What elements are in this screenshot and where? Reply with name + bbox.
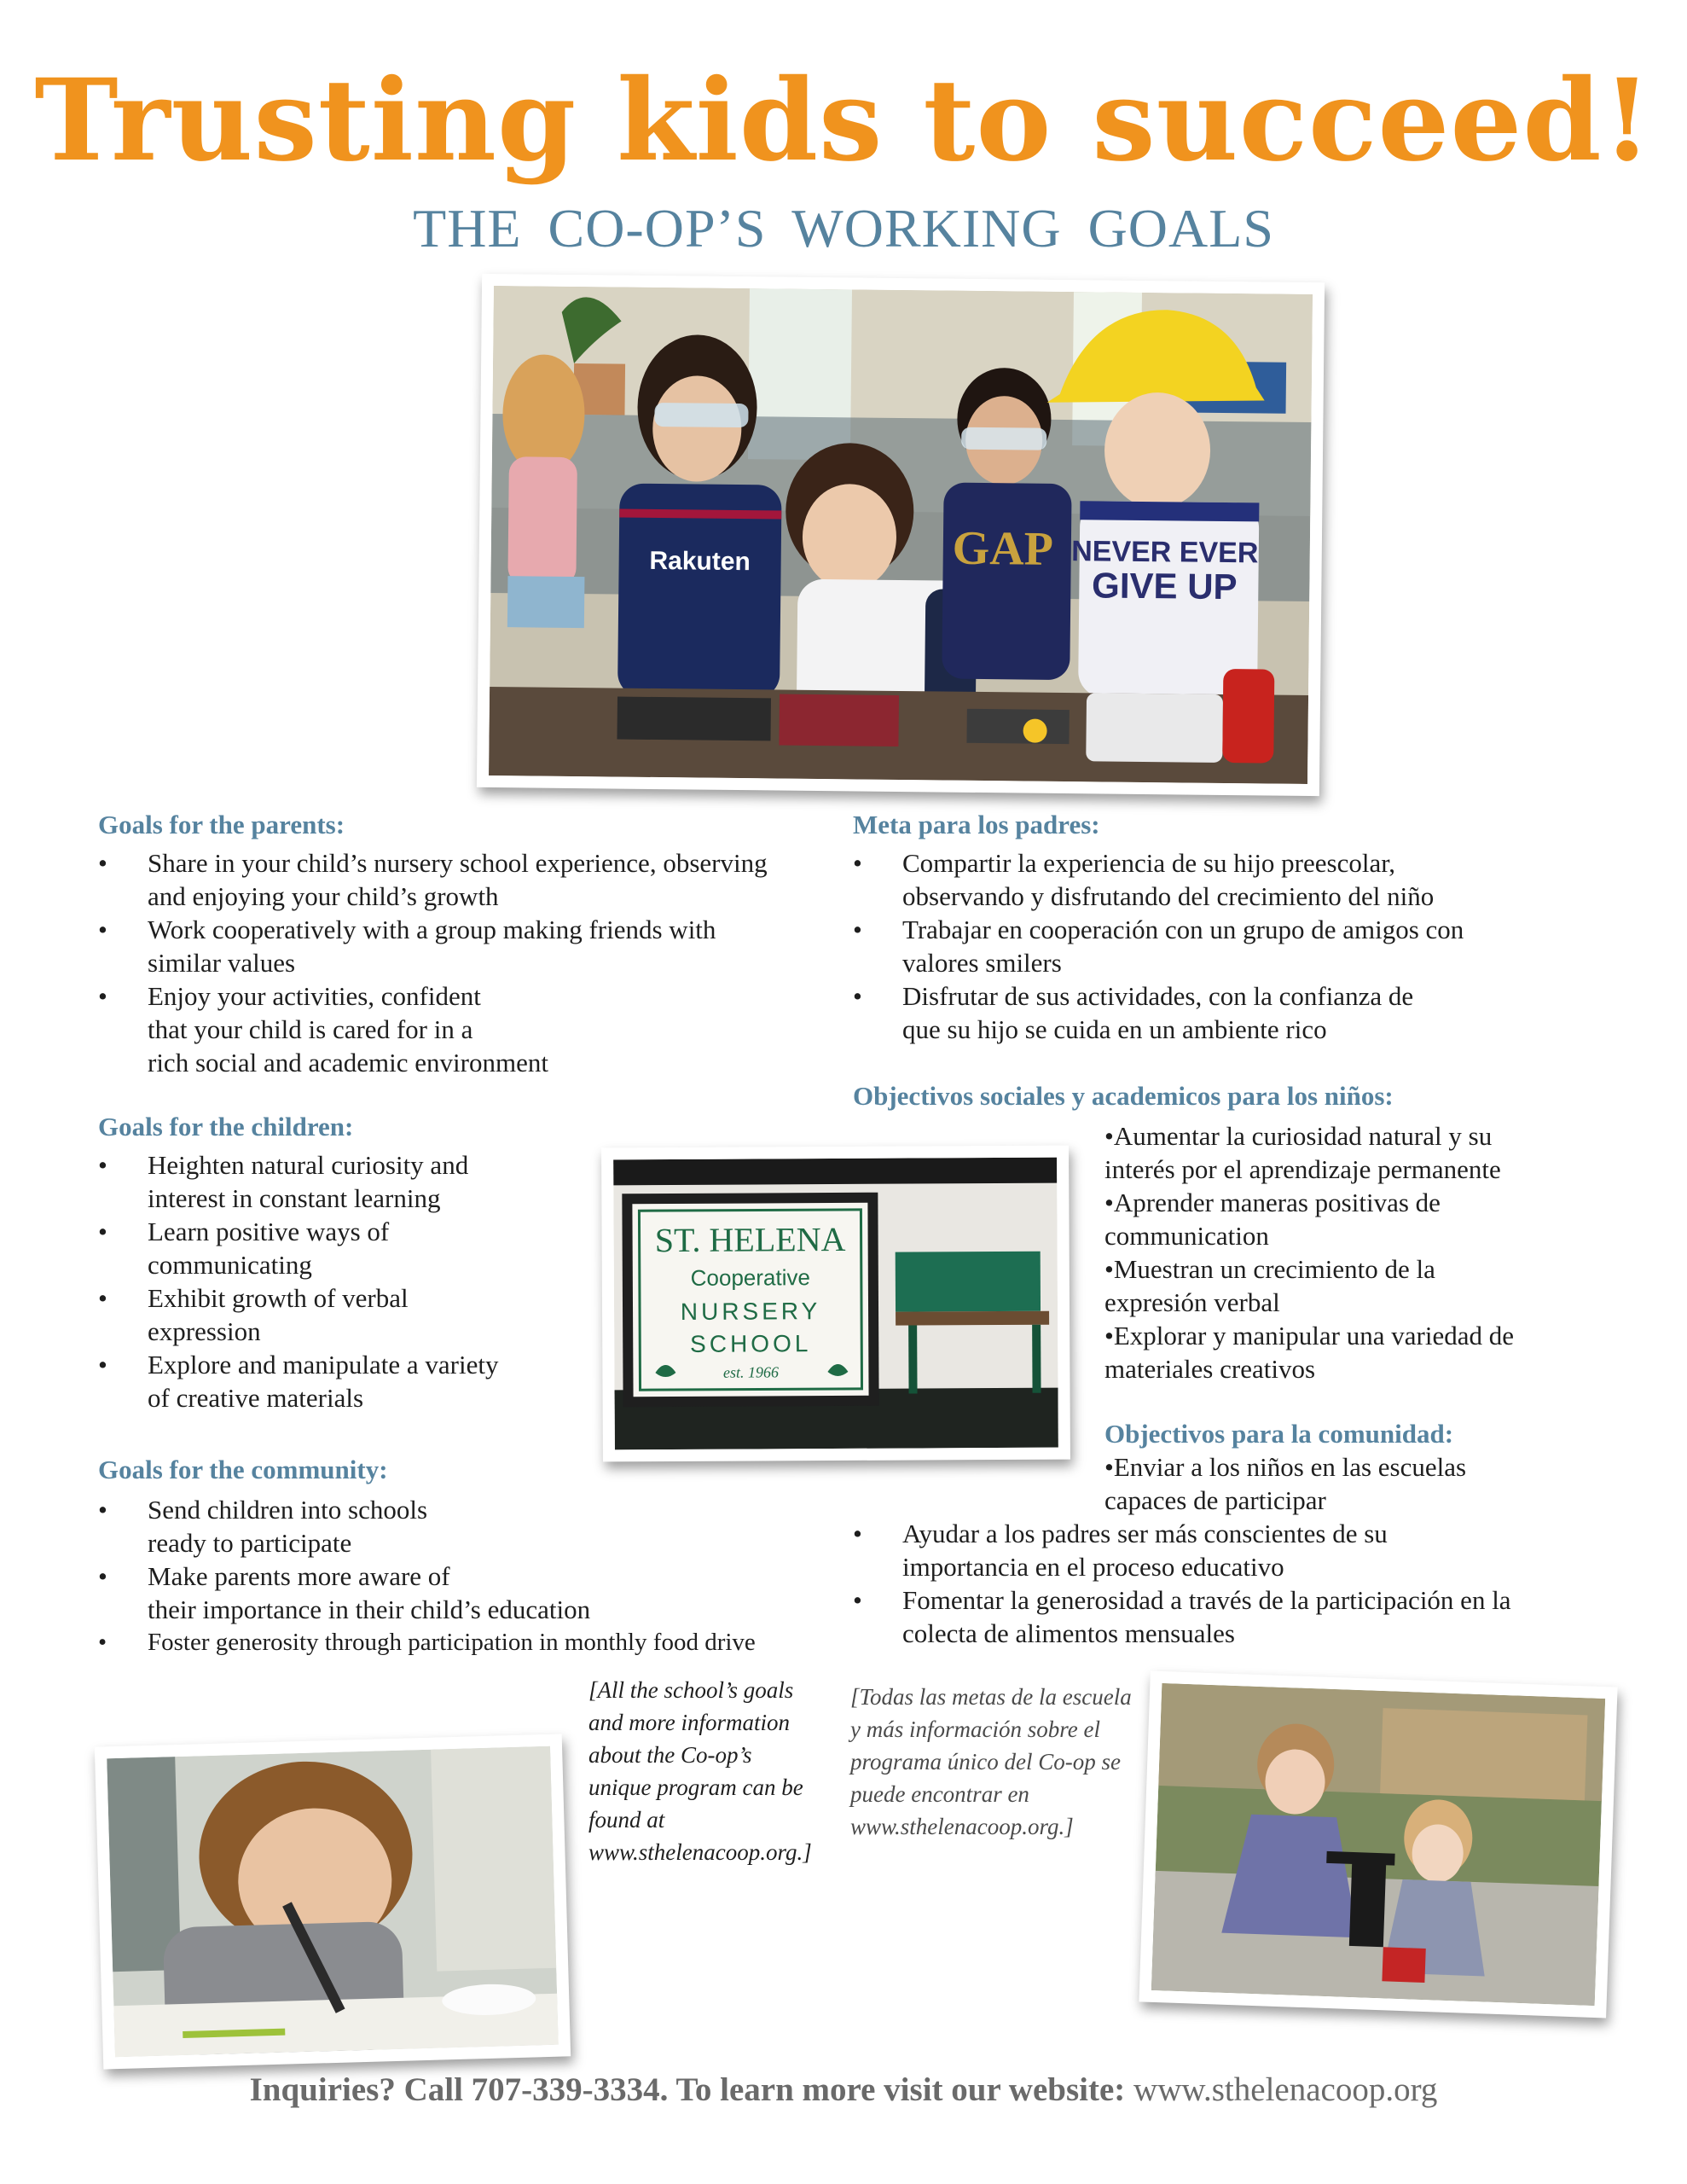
list-item: • Heighten natural curiosity and interest in constant learning xyxy=(98,1150,469,1213)
list-item: •Muestran un crecimiento de la expresión verbal xyxy=(1104,1254,1435,1317)
heading-goals-parents: Goals for the parents: xyxy=(98,810,345,839)
list-item: • Share in your child’s nursery school experience, observing and enjoying your child’s growth xyxy=(98,848,768,911)
list-item: •Aumentar la curiosidad natural y su interés por el aprendizaje permanente xyxy=(1104,1121,1501,1184)
note-spanish: [Todas las metas de la escuela y más información sobre el programa único del Co-op se puede encontrar en www.sthelenacoop.org.] xyxy=(850,1684,1132,1839)
girls-pump-illustration xyxy=(1151,1683,1605,2006)
photo-kids-workbench xyxy=(477,274,1325,796)
sign-line3: NURSERY xyxy=(680,1298,821,1325)
list-item: • Fomentar la generosidad a través de la participación en la colecta de alimentos mensuales xyxy=(853,1585,1511,1648)
note-english: [All the school’s goals and more information about the Co-op’s unique program can be found at www.sthelenacoop.org.] xyxy=(588,1677,812,1865)
sign-line2: Cooperative xyxy=(690,1264,811,1291)
list-item: • Foster generosity through participation in monthly food drive xyxy=(98,1629,756,1656)
list-meta-padres xyxy=(853,846,1620,1046)
kids-workbench-illustration xyxy=(489,286,1313,784)
sign-line4: SCHOOL xyxy=(690,1330,812,1357)
list-objectivos-comunidad xyxy=(853,1517,1655,1650)
list-item: •Enviar a los niños en las escuelas capaces de participar xyxy=(1104,1452,1467,1515)
boy-drawing-illustration xyxy=(107,1746,559,2057)
footer-website-link[interactable]: www.sthelenacoop.org xyxy=(1133,2071,1438,2108)
shirt-never-line1: NEVER EVER xyxy=(1071,535,1259,570)
list-item: • Disfrutar de sus actividades, con la confianza de que su hijo se cuida en un ambiente rico xyxy=(853,981,1414,1044)
page-subtitle: THE CO-OP’S WORKING GOALS xyxy=(413,198,1274,258)
list-goals-children xyxy=(98,1148,576,1414)
sign-line1: ST. HELENA xyxy=(654,1219,846,1260)
footer-contact xyxy=(0,2069,1687,2111)
school-sign-illustration xyxy=(613,1158,1058,1450)
shirt-gap-text: GAP xyxy=(952,521,1054,576)
photo-girls-pump xyxy=(1139,1671,1617,2018)
list-item: • Enjoy your activities, confident that your child is cared for in a rich social and academic environment xyxy=(98,981,548,1077)
heading-goals-children: Goals for the children: xyxy=(98,1112,354,1141)
shirt-never-line2: GIVE UP xyxy=(1091,565,1238,607)
list-item: • Ayudar a los padres ser más conscientes de su importancia en el proceso educativo xyxy=(853,1519,1388,1582)
shirt-rakuten-text: Rakuten xyxy=(649,546,751,577)
list-objectivos-ninos xyxy=(1104,1119,1650,1385)
heading-objectivos-ninos: Objectivos sociales y academicos para los niños: xyxy=(853,1081,1394,1111)
sign-line5: est. 1966 xyxy=(722,1363,779,1381)
list-item: •Aprender maneras positivas de communication xyxy=(1104,1188,1441,1251)
photo-school-sign xyxy=(601,1146,1070,1462)
list-item: • Work cooperatively with a group making friends with similar values xyxy=(98,915,716,978)
list-item: • Compartir la experiencia de su hijo preescolar, observando y disfrutando del crecimiento del niño xyxy=(853,848,1435,911)
heading-goals-community: Goals for the community: xyxy=(98,1455,388,1484)
photo-boy-drawing xyxy=(95,1734,571,2069)
list-item: • Explore and manipulate a variety of creative materials xyxy=(98,1350,499,1413)
list-item: •Explorar y manipular una variedad de materiales creativos xyxy=(1104,1321,1514,1384)
list-item: • Exhibit growth of verbal expression xyxy=(98,1283,409,1346)
footer-text: Inquiries? Call 707-339-3334. To learn more visit our website: xyxy=(249,2071,1126,2108)
list-goals-community xyxy=(98,1493,866,1659)
list-item: • Send children into schools ready to participate xyxy=(98,1495,428,1558)
heading-meta-padres: Meta para los padres: xyxy=(853,810,1100,839)
list-item: • Trabajar en cooperación con un grupo de amigos con valores smilers xyxy=(853,915,1464,978)
list-item: • Make parents more aware of their importance in their child’s education xyxy=(98,1561,591,1624)
list-goals-parents xyxy=(98,846,832,1079)
heading-objectivos-comunidad: Objectivos para la comunidad: xyxy=(1104,1419,1454,1449)
list-item: • Learn positive ways of communicating xyxy=(98,1217,390,1280)
page-title: Trusting kids to succeed! xyxy=(34,55,1653,187)
